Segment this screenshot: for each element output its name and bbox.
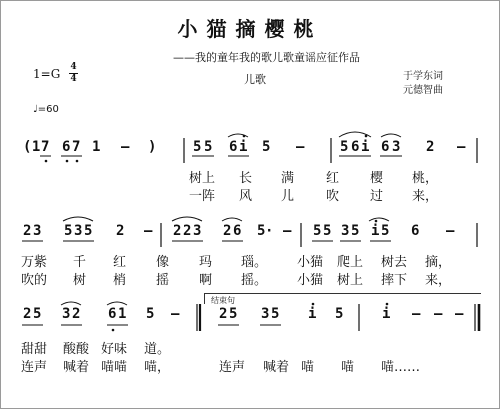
jianpu-note: 5 bbox=[271, 306, 280, 322]
jianpu-note: 5 bbox=[204, 139, 213, 155]
lyric-word: 来， bbox=[412, 189, 439, 204]
slur bbox=[107, 302, 127, 305]
lyric-word: 喵喵 bbox=[101, 360, 128, 375]
slurs bbox=[61, 132, 401, 305]
jianpu-note: 5 bbox=[381, 223, 390, 239]
jianpu-note: i bbox=[382, 306, 391, 322]
jianpu-note: – bbox=[446, 223, 455, 239]
jianpu-note: 2 bbox=[223, 223, 232, 239]
low-octave-dot bbox=[45, 160, 48, 163]
lyric-word: 红 bbox=[113, 255, 127, 270]
barlines bbox=[161, 138, 479, 331]
jianpu-note: i bbox=[361, 139, 370, 155]
jianpu-note: (1 bbox=[23, 139, 41, 155]
jianpu-note: i bbox=[371, 223, 380, 239]
lyric-word: 喊着 bbox=[263, 360, 290, 375]
lyric-word: 桃， bbox=[412, 171, 439, 186]
jianpu-note: 2 bbox=[173, 223, 182, 239]
lyric-word: 像 bbox=[156, 255, 170, 270]
jianpu-note: 5 bbox=[323, 223, 332, 239]
jianpu-note: 5 bbox=[262, 139, 271, 155]
jianpu-note: 7 bbox=[72, 139, 81, 155]
lyric-word: 过 bbox=[370, 189, 384, 204]
lyricist-credit: 于学东词 bbox=[403, 71, 443, 82]
jianpu-note: – bbox=[457, 139, 466, 155]
lyric-word: 树上 bbox=[189, 171, 216, 186]
slur bbox=[381, 134, 401, 137]
key-signature: 1=G bbox=[33, 67, 61, 81]
lyric-word: 一阵 bbox=[189, 189, 216, 204]
lyric-word: 好味 bbox=[101, 342, 128, 357]
lyric-word: 樱 bbox=[370, 171, 384, 186]
lyric-word: 酸酸 bbox=[63, 342, 90, 357]
lyric-word: 长 bbox=[239, 171, 253, 186]
high-octave-dot bbox=[243, 135, 246, 138]
jianpu-note: 2 bbox=[183, 223, 192, 239]
composer-credit: 元德智曲 bbox=[403, 85, 443, 96]
jianpu-note: 3 bbox=[261, 306, 270, 322]
jianpu-note: 6 bbox=[108, 306, 117, 322]
jianpu-note: 3 bbox=[33, 223, 42, 239]
jianpu-note: 5 bbox=[193, 139, 202, 155]
jianpu-note: – bbox=[412, 306, 421, 322]
time-signature-numerator: 4 bbox=[70, 62, 77, 72]
lyric-word: 来， bbox=[425, 273, 452, 288]
jianpu-note: 3 bbox=[193, 223, 202, 239]
lyric-word: 风 bbox=[239, 189, 253, 204]
lyric-word: 甜甜 bbox=[21, 342, 48, 357]
lyric-word: 红 bbox=[326, 171, 340, 186]
high-octave-dot bbox=[386, 303, 389, 306]
jianpu-note: · bbox=[265, 223, 274, 239]
jianpu-note: – bbox=[144, 223, 153, 239]
lyric-word: 连声 bbox=[219, 360, 246, 375]
high-octave-dot bbox=[365, 135, 368, 138]
jianpu-note: 6 bbox=[62, 139, 71, 155]
jianpu-note: 5 bbox=[146, 306, 155, 322]
octave-dots bbox=[45, 135, 389, 332]
high-octave-dot bbox=[375, 220, 378, 223]
lyric-word: 满 bbox=[281, 171, 295, 186]
song-title: 小猫摘樱桃 bbox=[177, 17, 323, 41]
lyric-word: 树去 bbox=[381, 255, 408, 270]
underlines bbox=[22, 156, 402, 325]
slur bbox=[369, 218, 389, 221]
jianpu-note: 5 bbox=[313, 223, 322, 239]
jianpu-note: 6 bbox=[233, 223, 242, 239]
slur bbox=[63, 217, 93, 221]
jianpu-note: 7 bbox=[41, 139, 50, 155]
jianpu-note: i bbox=[308, 306, 317, 322]
low-octave-dot bbox=[112, 329, 115, 332]
jianpu-note: 5 bbox=[351, 223, 360, 239]
jianpu-note: 2 bbox=[23, 306, 32, 322]
lyric-word: 吹的 bbox=[21, 273, 48, 288]
lyric-word: 梢 bbox=[113, 273, 127, 288]
jianpu-note: 3 bbox=[74, 223, 83, 239]
jianpu-note: 3 bbox=[392, 139, 401, 155]
lyric-word: 树上 bbox=[337, 273, 364, 288]
jianpu-note: i bbox=[239, 139, 248, 155]
ending-phrase-label: 结束句 bbox=[211, 296, 235, 305]
lyric-word: 道。 bbox=[144, 342, 171, 357]
lyric-word: 喊着 bbox=[63, 360, 90, 375]
jianpu-note: 2 bbox=[116, 223, 125, 239]
lyric-word: 喵 bbox=[341, 360, 355, 375]
tempo-marking: ♩=60 bbox=[33, 104, 59, 115]
lyric-word: 小猫 bbox=[297, 255, 324, 270]
slur bbox=[172, 217, 202, 221]
jianpu-note: – bbox=[171, 306, 180, 322]
lyric-word: 爬上 bbox=[337, 255, 364, 270]
lyric-word: 摇。 bbox=[241, 273, 268, 288]
lyric-word: 玛 bbox=[199, 255, 213, 270]
lyric-word: 摘， bbox=[425, 255, 452, 270]
lyric-word: 万紫 bbox=[21, 255, 48, 270]
low-octave-dot bbox=[76, 160, 79, 163]
jianpu-note: 5 bbox=[257, 223, 266, 239]
slur bbox=[61, 302, 81, 305]
jianpu-note: – bbox=[434, 306, 443, 322]
jianpu-note: 5 bbox=[335, 306, 344, 322]
jianpu-note: 6 bbox=[351, 139, 360, 155]
jianpu-note: – bbox=[121, 139, 130, 155]
jianpu-note: 3 bbox=[341, 223, 350, 239]
lyric-word: 连声 bbox=[21, 360, 48, 375]
jianpu-note: – bbox=[296, 139, 305, 155]
lyric-word: 啊 bbox=[199, 273, 213, 288]
jianpu-note: 5 bbox=[33, 306, 42, 322]
jianpu-note: 5 bbox=[340, 139, 349, 155]
jianpu-note: 5 bbox=[229, 306, 238, 322]
time-signature-denominator: 4 bbox=[70, 74, 77, 84]
jianpu-note: 2 bbox=[219, 306, 228, 322]
jianpu-note: – bbox=[455, 306, 464, 322]
lyric-word: 千 bbox=[73, 255, 87, 270]
lyric-word: 喵…… bbox=[381, 360, 421, 375]
jianpu-note: 3 bbox=[62, 306, 71, 322]
jianpu-note: 2 bbox=[23, 223, 32, 239]
jianpu-note: 6 bbox=[381, 139, 390, 155]
slur bbox=[222, 218, 242, 221]
jianpu-note: – bbox=[283, 223, 292, 239]
high-octave-dot bbox=[312, 303, 315, 306]
lyric-word: 摔下 bbox=[381, 273, 408, 288]
jianpu-note: 6 bbox=[411, 223, 420, 239]
score-marks bbox=[1, 1, 499, 408]
jianpu-note: 5 bbox=[84, 223, 93, 239]
song-subtitle: ——我的童年我的歌儿歌童谣应征作品 bbox=[173, 51, 360, 64]
lyric-word: 喵 bbox=[301, 360, 315, 375]
lyric-word: 儿 bbox=[281, 189, 295, 204]
jianpu-note: 1 bbox=[92, 139, 101, 155]
jianpu-note: ) bbox=[148, 139, 157, 155]
jianpu-note: 6 bbox=[229, 139, 238, 155]
low-octave-dot bbox=[66, 160, 69, 163]
lyric-word: 喵， bbox=[144, 360, 171, 375]
jianpu-note: 2 bbox=[72, 306, 81, 322]
jianpu-note: 5 bbox=[64, 223, 73, 239]
lyric-word: 摇 bbox=[156, 273, 170, 288]
lyric-word: 瑙。 bbox=[241, 255, 268, 270]
lyric-word: 吹 bbox=[326, 189, 340, 204]
genre-label: 儿歌 bbox=[244, 73, 266, 86]
jianpu-note: 1 bbox=[118, 306, 127, 322]
jianpu-note: 2 bbox=[426, 139, 435, 155]
lyric-word: 树 bbox=[73, 273, 87, 288]
lyric-word: 小猫 bbox=[297, 273, 324, 288]
